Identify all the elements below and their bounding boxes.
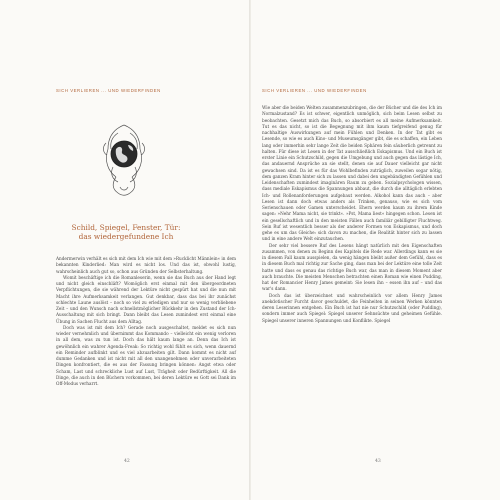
chapter-title <box>40 223 212 242</box>
globe-emblem-icon <box>98 121 150 199</box>
paragraph: Andermerwin verhält es sich mit dem Ich wie mit dem »Rucklicht Männlein« in dem bekannten Kinderlied: Man wird es nicht los. Und das ist, obwohl lustig, wahrscheinlich auch gut so, schon aus Gründen der Selbsterhaltung. <box>56 256 236 274</box>
left-page <box>0 0 249 500</box>
running-head-right: SICH VERLIEREN ... UND WIEDERFINDEN <box>262 88 367 93</box>
paragraph: Wie aber die beiden Welten zusammenzubringen, die der Bücher und die des Ich im Normalzustand? Es ist schwer, eigentlich unmöglich, sich beim Lesen selbst zu beobachten. Gesetzt mich das Buch, so absorbiert es all meine Aufmerksamkeit. Tut es das nicht, so ist die Begegnung mit ihm kaum tiefgreifend genug für nachhaltige Auswirkungen auf mein Fühlen und Denken. In der Tat gibt es Lesende, so wie es auch Kino- und Museumsgänger gibt, die es schaffen, ein Leben lang oder immerhin sehr lange Zeit die beiden Sphären fein säuberlich getrennt zu halten. Für diese ist Lesen in der Tat ausschließlich Eskapismus. Und ein Buch ist erster Linie ein Schutzschild, gegen die Umgebung und auch gegen das lästige Ich, das andauernd Ansprüche an sie stellt, denen sie auf Dauer vielleicht gar nicht gewachsen sind. Da ist es für das Wohlbefinden zuträglich, zuweilen sogar nötig, dem ganzen Kram hinter sich zu lassen und dabei den ungebändigten Gefühlen und Leidenschaften zumindest imaginären Raum zu geben. Sozialpsychologen wissen, dass mediale Eskapismus die Spannungen abbaut, die durch die alltäglich erlebten Ich- und Rollenanforderungen aufgebaut werden. Alkohol kann das auch – aber Lesen ist dann doch etwas anders als Trinken, genauso, wie es sich vom Serienschauen oder Gamen unterscheidet. Ehern werden kaum zu ihrem Kinde sagen: »Nehr Mama nicht, sie trinkt«. »Pst, Mama liest« hingegen schon. Lesen ist ein gesellschaftlich und in den meisten Fällen auch familiär gebilligter Fluchtweg. Sein Ruf ist wesentlich besser als der anderer Formen von Eskapismus, und doch gehe es um das Gleiche: sich davon zu machen, die Realität hinter sich zu lassen und in eine andere Welt einzutauchen. <box>262 105 442 242</box>
paragraph: Doch das ist überzeichnet und wahrscheinlich vor allem Henry James anekdotischer Furcht davor geschuldet, die Feinheiten in seinen Werken könnten deren Leserinnen entgehen. Ein Buch ist hat nie nur Schutzschild (oder Pudding), sondern immer auch Spiegel: Spiegel unserer Sehnsüchte und geheimen Gefühle. Spiegel unserer inneren Spannungen und Konflikte. Spiegel <box>262 292 442 323</box>
right-body-text <box>262 105 442 324</box>
left-body-text <box>56 256 236 387</box>
running-head-left: SICH VERLIEREN ... UND WIEDERFINDEN <box>56 88 161 93</box>
paragraph: Doch was ist mit dem Ich? Gerade noch ausgeschaltet, meldet es sich nun wieder vernehmlich und übernimmt das Kommando – vielleicht ein wenig verloren in all dem, was zu tun ist. Doch das hält kaum lange an. Denn das Ich ist gewöhnlich ein wahrer Agenda-Freak: So richtig wohl fühlt es sich, wenn dauernd ein Reminder aufblinkt und es viel abzuarbeiten gilt. Dann kommt es nicht auf dumme Gedanken und ist nicht mit all den unangenehmen oder unverarbeiteten Dingen konfrontiert, die es aus der Fassung bringen können: Angst etwa oder Scham, Last und schreckliche Lust auf Lust, Trägheit oder Bedürftigkeit. All die Dinge, die auch in den Büchern vorkommen, bei deren Lektüre es Gott sei Dank im Off-Modus verharrt. <box>56 324 236 386</box>
right-page <box>251 0 500 500</box>
page-number-left: 42 <box>124 459 130 464</box>
paragraph: Womit beschäftige ich die Romanleserin, wenn sie das Buch aus der Hand legt und nicht gleich einschläft? Womöglich erst einmal mit den übergeordneten Verpflichtungen, die sie während der Lektüre nicht gespürt hat und die nun mit Macht ihre Aufmerksamkeit verlangen. Gut denkbar, dass das bei ihr zunächst schlechte Laune auslöst – noch so viel zu erledigen und nur so wenig verbliebene Zeit – und den Wunsch nach schnellstmöglicher Rückkehr in den Zustand der Ich-Ausschaltung mit sich bringt. Dann bleibt das Lesen zumindest erst einmal eine Übung in Sachen Flucht aus dem Alltag. <box>56 274 236 324</box>
chapter-title-line-1: Schild, Spiegel, Fenster, Tür: <box>71 223 181 232</box>
chapter-title-line-2: das wiedergefundene Ich <box>78 232 174 242</box>
page-number-right: 43 <box>375 459 381 464</box>
paragraph: Der sehr viel bessere Ruf des Lesens hängt natürlich mit den Eigenschaften zusammen, von denen zu Beginn des Kapitels die Rede war. Allerdings kann es sie in diesem Fall kaum ausspielen, da wenig hängen bleibt außer dem Gefühl, dass es in diesem Buch mal richtig zur Sache ging, dass man bei der Lektüre eine tolle Zeit hatte und dass es genau das richtige Buch war, das man in diesem Moment aber auch brauchte. Die meisten Menschen betrachten einen Roman wie einen Pudding, hat der Romancier Henry James gemeint: Sie lesen ihn – essen ihn auf – und das war's dann. <box>262 242 442 292</box>
